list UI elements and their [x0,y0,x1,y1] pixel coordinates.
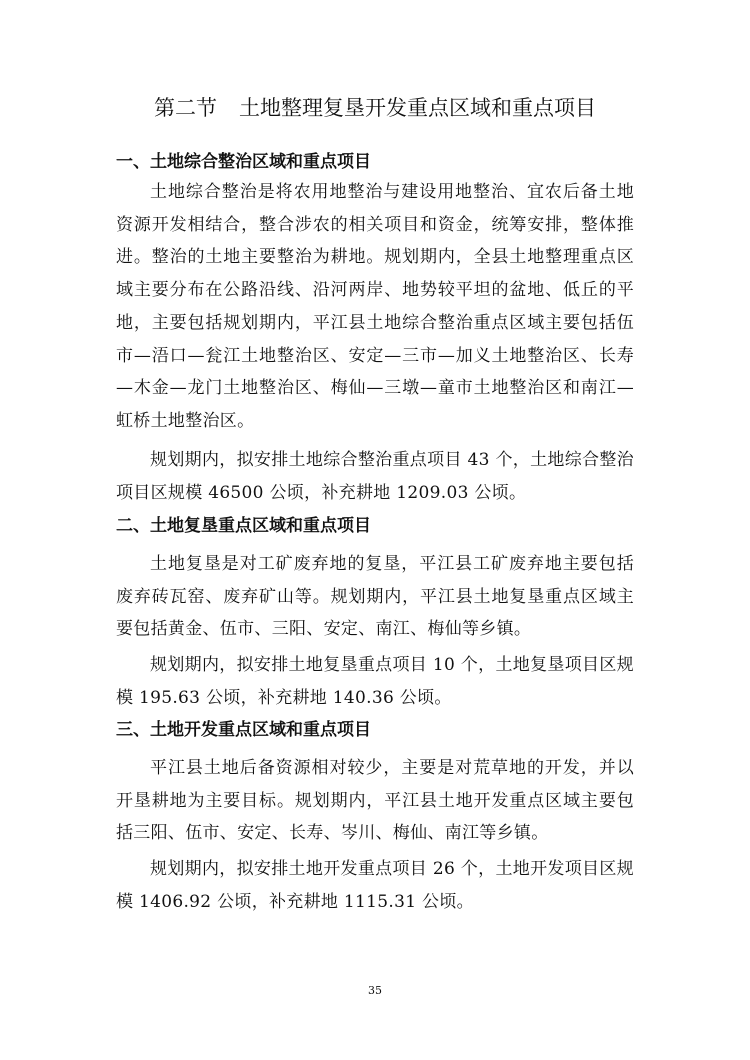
paragraph-1-2: 规划期内，拟安排土地综合整治重点项目 43 个，土地综合整治项目区规模 46500 公顷，补充耕地 1209.03 公顷。 [116,450,634,503]
paragraph-3-2: 规划期内，拟安排土地开发重点项目 26 个，土地开发项目区规模 1406.92 公顷，补充耕地 1115.31 公顷。 [116,859,634,912]
section-title-main: 土地整理复垦开发重点区域和重点项目 [239,96,596,120]
section-heading-1: 一、土地综合整治区域和重点项目 [116,152,371,172]
page-number: 35 [368,984,382,997]
paragraph-1-1: 土地综合整治是将农用地整治与建设用地整治、宜农后备土地资源开发相结合，整合涉农的相关项目和资金，统筹安排，整体推进。整治的土地主要整治为耕地。规划期内，全县土地整理重点区域主要分布在公路沿线、沿河两岸、地势较平坦的盆地、低丘的平地，主要包括规划期内，平江县土地综合整治重点区域主要包括伍市—浯口—瓮江土地整治区、安定—三市—加义土地整治区、长寿—木金—龙门土地整治区、梅仙—三墩—童市土地整治区和南江—虹桥土地整治区。 [116,182,634,431]
section-title [0,93,750,123]
paragraph-2-2: 规划期内，拟安排土地复垦重点项目 10 个，土地复垦项目区规模 195.63 公顷，补充耕地 140.36 公顷。 [116,655,634,708]
section-heading-2: 二、土地复垦重点区域和重点项目 [116,516,371,536]
paragraph-2-1: 土地复垦是对工矿废弃地的复垦，平江县工矿废弃地主要包括废弃砖瓦窑、废弃矿山等。规划期内，平江县土地复垦重点区域主要包括黄金、伍市、三阳、安定、南江、梅仙等乡镇。 [116,554,634,640]
paragraph-3-1: 平江县土地后备资源相对较少，主要是对荒草地的开发，并以开垦耕地为主要目标。规划期内，平江县土地开发重点区域主要包括三阳、伍市、安定、长寿、岑川、梅仙、南江等乡镇。 [116,758,634,844]
section-title-prefix: 第二节 [154,96,217,120]
section-heading-3: 三、土地开发重点区域和重点项目 [116,720,371,740]
